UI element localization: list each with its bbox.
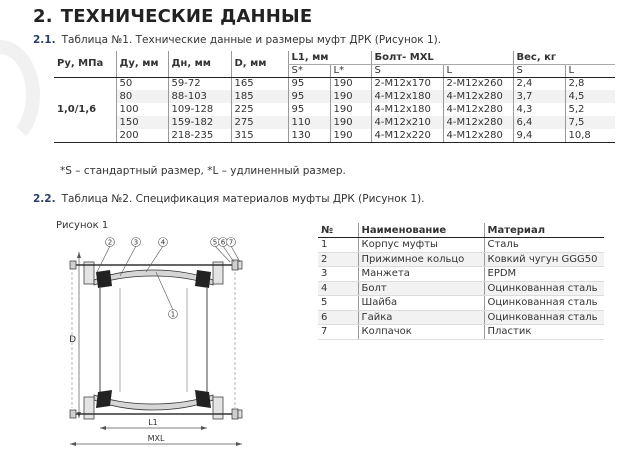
cell-d: 315 [231, 129, 288, 142]
callout-5: 5 [212, 238, 218, 247]
cell-bolt-s: 2-M12x170 [371, 77, 443, 90]
upper-bolt-head [70, 261, 76, 269]
callout-4: 4 [160, 238, 166, 247]
lower-nut [232, 409, 238, 419]
dim-arrow-d-top [77, 252, 81, 258]
watermark-logo [0, 40, 40, 150]
cell-l1-l: 190 [330, 129, 371, 142]
cell-material: Сталь [484, 238, 604, 253]
cell-material: Пластик [484, 325, 604, 340]
cell-num: 1 [318, 238, 358, 253]
cell-bolt-l: 4-M12x280 [443, 129, 513, 142]
header-material: Материал [484, 223, 604, 238]
section-2-2-number: 2.2. [33, 193, 56, 205]
lower-gasket-right [195, 390, 211, 408]
cell-bolt-l: 4-M12x280 [443, 116, 513, 129]
dim-arrow-d-bottom [77, 412, 81, 418]
cell-l1-l: 190 [330, 77, 371, 90]
header-du: Ду, мм [116, 51, 168, 77]
cell-dn: 88-103 [168, 90, 231, 103]
subheader-bolt-l: L [443, 64, 513, 77]
cell-material: Ковкий чугун GGG50 [484, 252, 604, 267]
cell-num: 6 [318, 310, 358, 325]
cell-l1-l: 190 [330, 90, 371, 103]
table-row [54, 129, 615, 142]
cell-num: 7 [318, 325, 358, 340]
cell-bolt-s: 4-M12x180 [371, 90, 443, 103]
header-num: № [318, 223, 358, 238]
subheader-l1-s: S* [288, 64, 330, 77]
cell-bolt-s: 4-M12x180 [371, 103, 443, 116]
header-py: Ру, МПа [54, 51, 116, 77]
header-bolt: Болт- MXL [371, 51, 513, 64]
cell-bolt-s: 4-M12x220 [371, 129, 443, 142]
callout-3: 3 [133, 238, 139, 247]
cell-num: 3 [318, 267, 358, 282]
cell-d: 275 [231, 116, 288, 129]
dim-arrow-mxl-left [70, 442, 76, 446]
table-row [318, 310, 604, 325]
table-row [318, 238, 604, 253]
upper-gasket-left [96, 270, 112, 288]
cell-l1-s: 95 [288, 77, 330, 90]
dim-arrow-mxl-right [236, 442, 242, 446]
cell-d: 225 [231, 103, 288, 116]
dim-label-mxl: MXL [147, 434, 165, 443]
table-row [54, 103, 615, 116]
table-row [318, 296, 604, 311]
cell-du: 200 [116, 129, 168, 142]
section-2-1-text: Таблица №1. Технические данные и размеры муфт ДРК (Рисунок 1). [61, 34, 442, 46]
cell-bolt-l: 4-M12x280 [443, 90, 513, 103]
header-weight: Вес, кг [513, 51, 615, 64]
callout-1: 1 [170, 310, 176, 319]
cell-dn: 59-72 [168, 77, 231, 90]
header-l1: L1, мм [288, 51, 371, 64]
section-2-1 [33, 34, 441, 46]
table1-header-row [54, 51, 615, 64]
py-value: 1,0/1,6 [54, 77, 116, 142]
cell-name: Корпус муфты [358, 238, 484, 253]
table-row [318, 281, 604, 296]
lower-cap [238, 410, 242, 418]
cell-weight-l: 5,2 [565, 103, 615, 116]
cell-num: 5 [318, 296, 358, 311]
cell-name: Манжета [358, 267, 484, 282]
cell-material: Оцинкованная сталь [484, 310, 604, 325]
cell-name: Гайка [358, 310, 484, 325]
upper-nut [232, 260, 238, 270]
dim-label-l1: L1 [148, 418, 158, 427]
table-row [318, 267, 604, 282]
table-row [54, 116, 615, 129]
table-row [54, 90, 615, 103]
lower-bolt-head [70, 410, 76, 418]
cell-l1-s: 110 [288, 116, 330, 129]
lower-sleeve [94, 395, 213, 410]
cell-l1-l: 190 [330, 116, 371, 129]
cell-material: EPDM [484, 267, 604, 282]
cell-dn: 159-182 [168, 116, 231, 129]
cell-dn: 109-128 [168, 103, 231, 116]
cell-name: Шайба [358, 296, 484, 311]
header-name: Наименование [358, 223, 484, 238]
table-row [54, 77, 615, 90]
cell-d: 185 [231, 90, 288, 103]
dim-arrow-l1-left [100, 426, 106, 430]
lower-flange-right [213, 397, 223, 419]
cell-weight-s: 9,4 [513, 129, 565, 142]
coupling-drawing [60, 232, 255, 452]
cell-weight-s: 2,4 [513, 77, 565, 90]
cell-weight-l: 7,5 [565, 116, 615, 129]
header-dn: Дн, мм [168, 51, 231, 77]
cell-weight-s: 6,4 [513, 116, 565, 129]
cell-weight-l: 10,8 [565, 129, 615, 142]
callout-7: 7 [228, 238, 234, 247]
heading-title: ТЕХНИЧЕСКИЕ ДАННЫЕ [60, 6, 313, 27]
cell-l1-s: 95 [288, 90, 330, 103]
cell-weight-l: 4,5 [565, 90, 615, 103]
callout-2: 2 [107, 238, 113, 247]
section-2-2 [33, 193, 425, 205]
cell-name: Прижимное кольцо [358, 252, 484, 267]
heading-number: 2. [33, 6, 53, 27]
page-heading [33, 6, 312, 27]
cell-weight-s: 3,7 [513, 90, 565, 103]
callout-6: 6 [220, 238, 226, 247]
subheader-bolt-s: S [371, 64, 443, 77]
cell-name: Болт [358, 281, 484, 296]
upper-gasket-right [195, 270, 211, 288]
table-row [318, 252, 604, 267]
cell-du: 150 [116, 116, 168, 129]
tech-data-table [54, 51, 615, 143]
section-2-1-number: 2.1. [33, 34, 56, 46]
cell-bolt-l: 4-M12x280 [443, 103, 513, 116]
subheader-weight-l: L [565, 64, 615, 77]
cell-du: 50 [116, 77, 168, 90]
lower-flange-left [84, 397, 94, 419]
upper-cap [238, 261, 242, 269]
cell-bolt-l: 2-M12x260 [443, 77, 513, 90]
cell-weight-l: 2,8 [565, 77, 615, 90]
table2-header-row [318, 223, 604, 238]
cell-num: 4 [318, 281, 358, 296]
upper-sleeve [94, 270, 213, 285]
cell-material: Оцинкованная сталь [484, 296, 604, 311]
subheader-l1-l: L* [330, 64, 371, 77]
cell-material: Оцинкованная сталь [484, 281, 604, 296]
cell-dn: 218-235 [168, 129, 231, 142]
cell-l1-l: 190 [330, 103, 371, 116]
cell-du: 80 [116, 90, 168, 103]
cell-du: 100 [116, 103, 168, 116]
materials-table [318, 223, 604, 340]
section-2-2-text: Таблица №2. Спецификация материалов муфты ДРК (Рисунок 1). [61, 193, 425, 205]
table1-footnote: *S – стандартный размер, *L – удлиненный размер. [60, 165, 346, 177]
cell-l1-s: 95 [288, 103, 330, 116]
cell-num: 2 [318, 252, 358, 267]
dim-arrow-l1-right [201, 426, 207, 430]
leader-2 [96, 246, 110, 274]
cell-d: 165 [231, 77, 288, 90]
cell-bolt-s: 4-M12x210 [371, 116, 443, 129]
lower-gasket-left [96, 390, 112, 408]
table-row [318, 325, 604, 340]
cell-weight-s: 4,3 [513, 103, 565, 116]
leader-1 [156, 272, 173, 310]
leader-4 [146, 246, 163, 272]
leader-5 [215, 246, 230, 262]
cell-name: Колпачок [358, 325, 484, 340]
figure-label: Рисунок 1 [56, 220, 109, 231]
subheader-weight-s: S [513, 64, 565, 77]
cell-l1-s: 130 [288, 129, 330, 142]
header-d: D, мм [231, 51, 288, 77]
dim-label-d: D [69, 335, 76, 345]
